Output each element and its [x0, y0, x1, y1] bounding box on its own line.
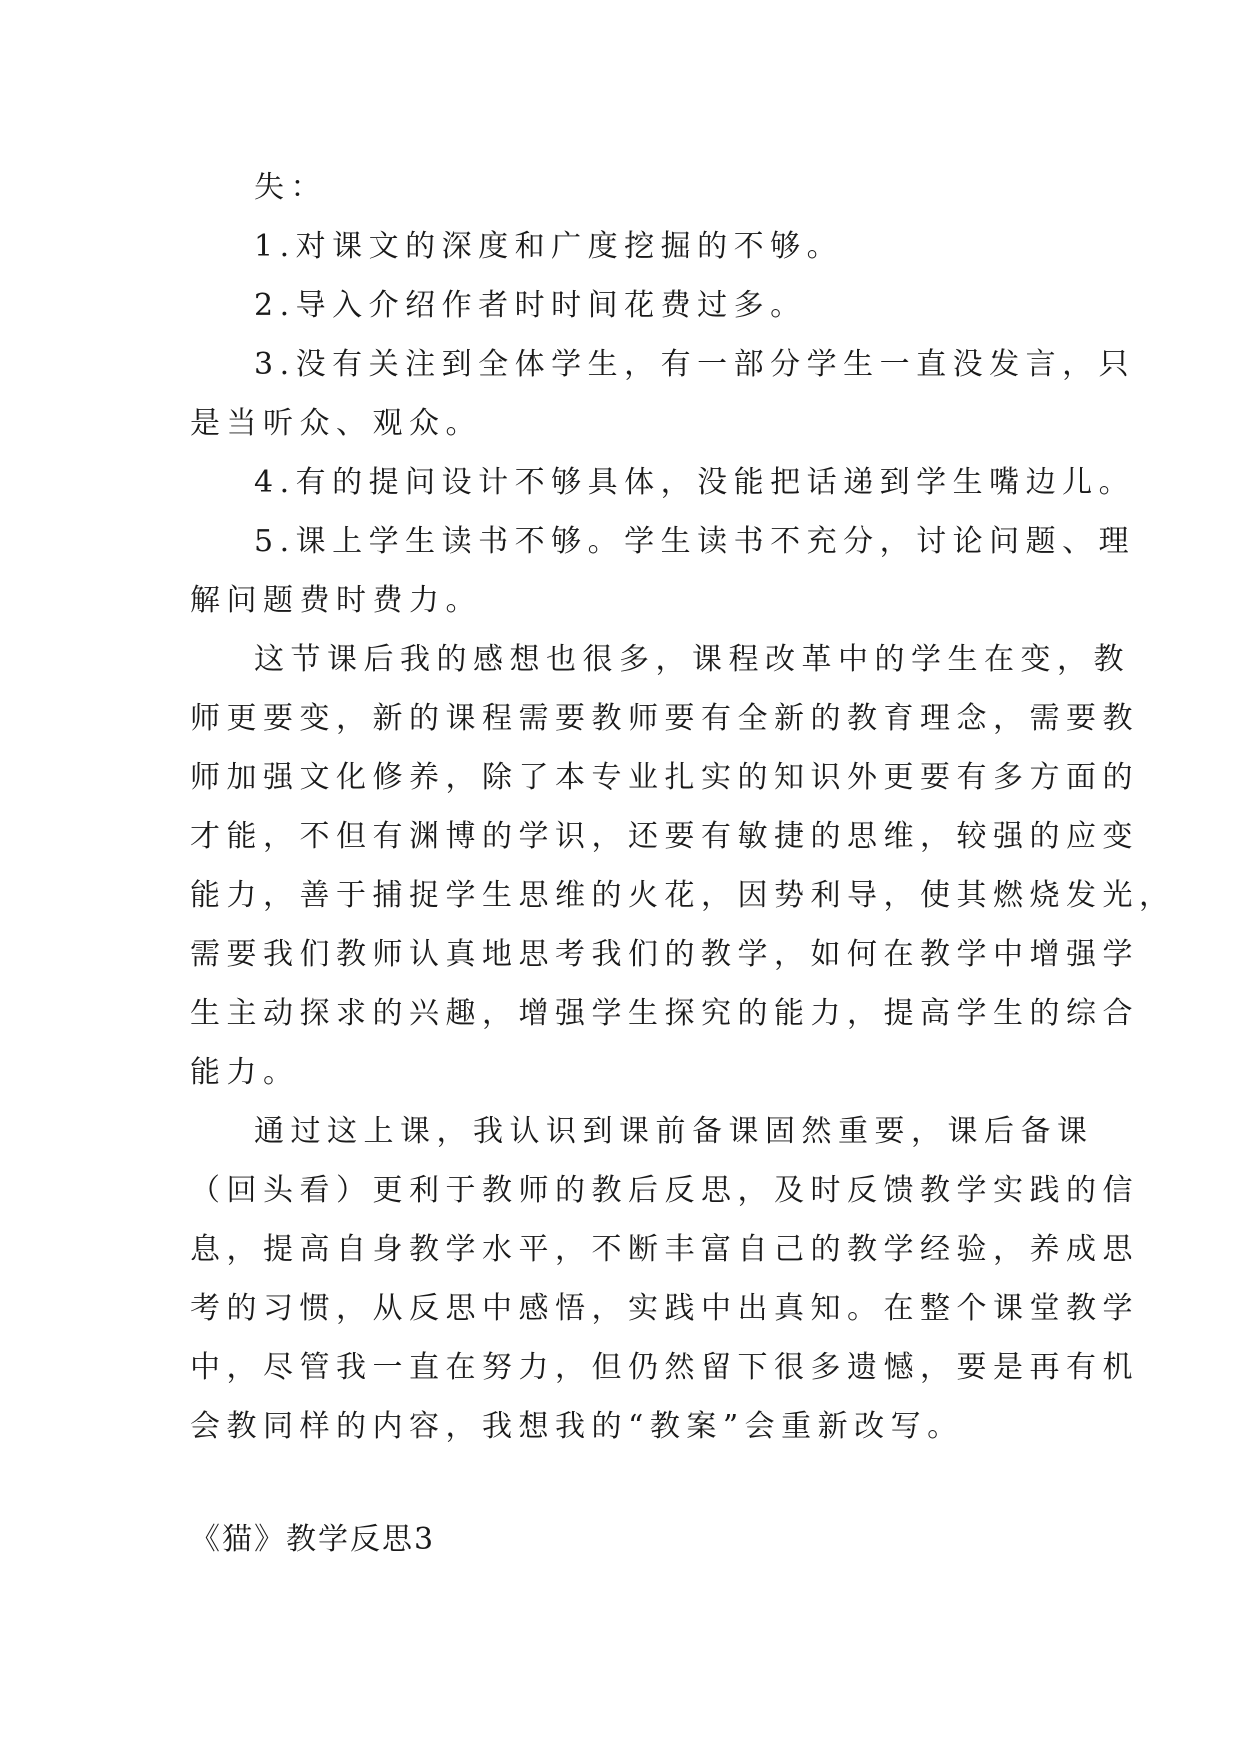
paragraph-line: 需要我们教师认真地思考我们的教学，如何在教学中增强学	[190, 937, 1139, 972]
list-item-continuation: 解问题费时费力。	[190, 583, 482, 618]
paragraph-line: 师更要变，新的课程需要教师要有全新的教育理念，需要教	[190, 701, 1139, 736]
paragraph-line: 会教同样的内容，我想我的“教案”会重新改写。	[190, 1409, 964, 1444]
section-heading: 《猫》教学反思3	[190, 1522, 436, 1557]
list-item: 2.导入介绍作者时时间花费过多。	[254, 288, 807, 323]
list-item: 3.没有关注到全体学生，有一部分学生一直没发言，只	[254, 347, 1136, 382]
list-item: 1.对课文的深度和广度挖掘的不够。	[254, 229, 844, 264]
paragraph-line: 师加强文化修养，除了本专业扎实的知识外更要有多方面的	[190, 760, 1139, 795]
paragraph-line: 中，尽管我一直在努力，但仍然留下很多遗憾，要是再有机	[190, 1350, 1139, 1385]
list-item-continuation: 是当听众、观众。	[190, 406, 482, 441]
paragraph-line: 能力，善于捕捉学生思维的火花，因势利导，使其燃烧发光，	[190, 878, 1176, 913]
list-item: 5.课上学生读书不够。学生读书不充分，讨论问题、理	[254, 524, 1136, 559]
paragraph-line: 生主动探求的兴趣，增强学生探究的能力，提高学生的综合	[190, 996, 1139, 1031]
paragraph-line: 能力。	[190, 1055, 300, 1090]
paragraph-line: 才能，不但有渊博的学识，还要有敏捷的思维，较强的应变	[190, 819, 1139, 854]
paragraph-line: （回头看）更利于教师的教后反思，及时反馈教学实践的信	[190, 1173, 1139, 1208]
paragraph-line: 息，提高自身教学水平，不断丰富自己的教学经验，养成思	[190, 1232, 1139, 1267]
paragraph-line: 考的习惯，从反思中感悟，实践中出真知。在整个课堂教学	[190, 1291, 1139, 1326]
section-label: 失：	[254, 170, 327, 205]
paragraph-line: 通过这上课，我认识到课前备课固然重要，课后备课	[254, 1114, 1094, 1149]
paragraph-line: 这节课后我的感想也很多，课程改革中的学生在变，教	[254, 642, 1130, 677]
list-item: 4.有的提问设计不够具体，没能把话递到学生嘴边儿。	[254, 465, 1136, 500]
